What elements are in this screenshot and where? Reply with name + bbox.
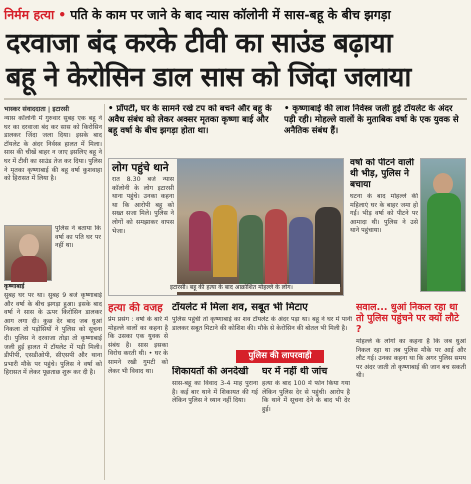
headline-line-1: दरवाजा बंद करके टीवी का साउंड बढ़ाया [6, 28, 393, 59]
question-title: सवाल... धुआं निकल रहा था तो पुलिस पहुंचने पर क्यों लौटे ? [356, 302, 459, 335]
photo1-text-block [109, 159, 177, 296]
crowd-photo [108, 158, 344, 296]
photo2-heading: वर्षा को पीटने वाली थी भीड़, पुलिस ने बचाया [350, 158, 414, 190]
col1-text: न्यास कॉलोनी में गुरुवार सुबह एक बहू ने घर का दरवाजा बंद कर सास को किरोसिन डालकर जिंदा जला दिया। इसके बाद टॉयलेट के अंदर निर्वस्त्र हालत में मिला। सास की चीखें बाहर न जाए इसलिए बहू ने घर में टीवी का साउंड तेज कर दिया। पुलिस ने मृतका कृष्णाबाई की बहू वर्षा कुशवाहा को हिरासत में लिया है। [4, 115, 102, 183]
complaints-title: शिकायतों की अनदेखी [172, 366, 249, 377]
strap-kicker: निर्मम हत्या [4, 6, 55, 22]
photo2-text: घटना के बाद मोहल्ले की महिलाएं घर के बाहर जमा हो गईं। भीड़ वर्षा को पीटने पर आमादा थी। पुलिस ने उसे थाने पहुंचाया। [350, 193, 418, 235]
body-found-text: पुलिस पहुंची तो कृष्णाबाई का शव टॉयलेट के अंदर पड़ा था। बहू ने घर में पानी डालकर सबूत मिटाने की कोशिश की। मौके से केरोसिन की बोतल भी मिली है। [172, 316, 352, 332]
photo2-block [350, 158, 466, 296]
divider [104, 104, 105, 480]
no-probe-title: घर में नहीं थी जांच [262, 366, 328, 377]
photo1-heading: लोग पहुंचे थाने [112, 162, 169, 174]
body-found-title: टॉयलेट में मिला शव, सबूत भी मिटाए [172, 302, 308, 313]
question-box [356, 302, 466, 480]
reason-text: प्रेम प्रसंग : वर्षा के बारे में मोहल्ले वालों का कहना है कि उसका एक युवक से संबंध है। सास इसका विरोध करती थी। • घर के सामने रखी गुमटी को लेकर भी विवाद था। [108, 316, 168, 375]
negligence-tag: पुलिस की लापरवाही [236, 350, 324, 363]
complaints-text: सास-बहू का विवाद 3-4 माह पुराना है। कई बार थाने में शिकायत की गई लेकिन पुलिस ने ध्यान नहीं दिया। [172, 380, 258, 405]
strap-text: पति के काम पर जाने के बाद न्यास कॉलोनी में सास-बहू के बीच झगड़ा [70, 6, 391, 22]
byline: भास्कर संवाददाता | इटारसी [4, 105, 70, 113]
bullet-2: • कृष्णाबाई की लाश निर्वस्त्र जली हुई टॉयलेट के अंदर पड़ी रही। मोहल्ले वालों के मुताबिक वर्षा के एक युवक से अनैतिक संबंध हैं। [284, 104, 459, 136]
bullet-1: • प्रॉपर्टी, घर के सामने रखे टप को बचने और बहू के अवैध संबंध को लेकर अक्सर मृतका कृष्णा बाई और बहू वर्षा के बीच झगड़ा होता था। [108, 104, 272, 136]
question-text: मोहल्ले के लोगों का कहना है कि जब धुआं निकल रहा था तब पुलिस मौके पर आई और लौट गई। उनका कहना था कि अगर पुलिस समय पर अंदर जाती तो कृष्णाबाई की जान बच सकती थी। [356, 338, 466, 380]
portrait-caption: कृष्णाबाई [4, 283, 25, 290]
headline-rule [4, 98, 467, 100]
no-probe-text: हत्या के बाद 100 में फोन किया गया लेकिन पुलिस देर से पहुंची। आरोप है कि थाने में सूचना देने के बाद भी देर हुई। [262, 380, 350, 413]
col1-text-2: सुबह घर पर था। सुबह 9 बजे कृष्णाबाई और वर्षा के बीच झगड़ा हुआ। इसके बाद वर्षा ने सास के ऊपर किरोसिन डालकर आग लगा दी। कुछ देर बाद जब धुआं निकला तो पड़ोसियों ने पुलिस को सूचना दी। पुलिस ने दरवाजा तोड़ा तो कृष्णाबाई जली हुई हालत में टॉयलेट में पड़ी मिली। डीपीपी, एसडीओपी, सीएसपी और थाना प्रभारी मौके पर पहुंचे। पुलिस ने वर्षा को हिरासत में लेकर पूछताछ शुरू कर दी है। [4, 292, 102, 377]
headline-line-2: बहू ने केरोसिन डाल सास को जिंदा जलाया [6, 62, 411, 93]
photo1-caption: इटारसी। बहू की हत्या के बाद आक्रोशित मोहल्ले के लोग। [170, 284, 340, 292]
column-1: भास्कर संवाददाता | इटारसी न्यास कॉलोनी में गुरुवार सुबह एक बहू ने घर का दरवाजा बंद कर सास को किरोसिन डालकर जिंदा जला दिया। इसके बाद टॉयलेट के अंदर निर्वस्त्र हालत में मिला। सास की चीखें बाहर न जाए इसलिए बहू ने घर में टीवी का साउंड तेज कर दिया। पुलिस ने मृतका कृष्णाबाई की बहू वर्षा कुशवाहा को हिरासत में लिया है। पुलिस ने बताया कि वर्षा का पति घर पर नहीं था। कृष्णाबाई सुबह घर पर था। सुबह 9 बजे कृष्णाबाई और वर्षा के बीच झगड़ा हुआ। इसके बाद वर्षा ने सास के ऊपर किरोसिन डालकर आग लगा दी। कुछ देर बाद जब धुआं निकला तो पड़ोसियों ने पुलिस को सूचना दी। पुलिस ने दरवाजा तोड़ा तो कृष्णाबाई जली हुई हालत में टॉयलेट में पड़ी मिली। डीपीपी, एसडीओपी, सीएसपी और थाना प्रभारी मौके पर पहुंचे। पुलिस ने वर्षा को हिरासत में लेकर पूछताछ शुरू कर दी है। [4, 104, 102, 480]
reason-box [108, 302, 168, 480]
reason-title: हत्या की वजह [108, 302, 163, 314]
complaints-box [172, 366, 258, 480]
no-probe-box [262, 366, 350, 480]
portrait-photo [4, 225, 52, 281]
body-found-box [172, 302, 352, 346]
strap-separator: • [58, 6, 67, 22]
woman-photo [420, 158, 466, 292]
strap-line [4, 2, 467, 26]
photo1-text: रात 8.30 बजे न्यास कॉलोनी के लोग इटारसी थाना पहुंचे। उनका कहना था कि आरोपी बहू को सख्त सजा मिले। पुलिस ने लोगों को समझाकर वापस भेजा। [112, 176, 174, 235]
